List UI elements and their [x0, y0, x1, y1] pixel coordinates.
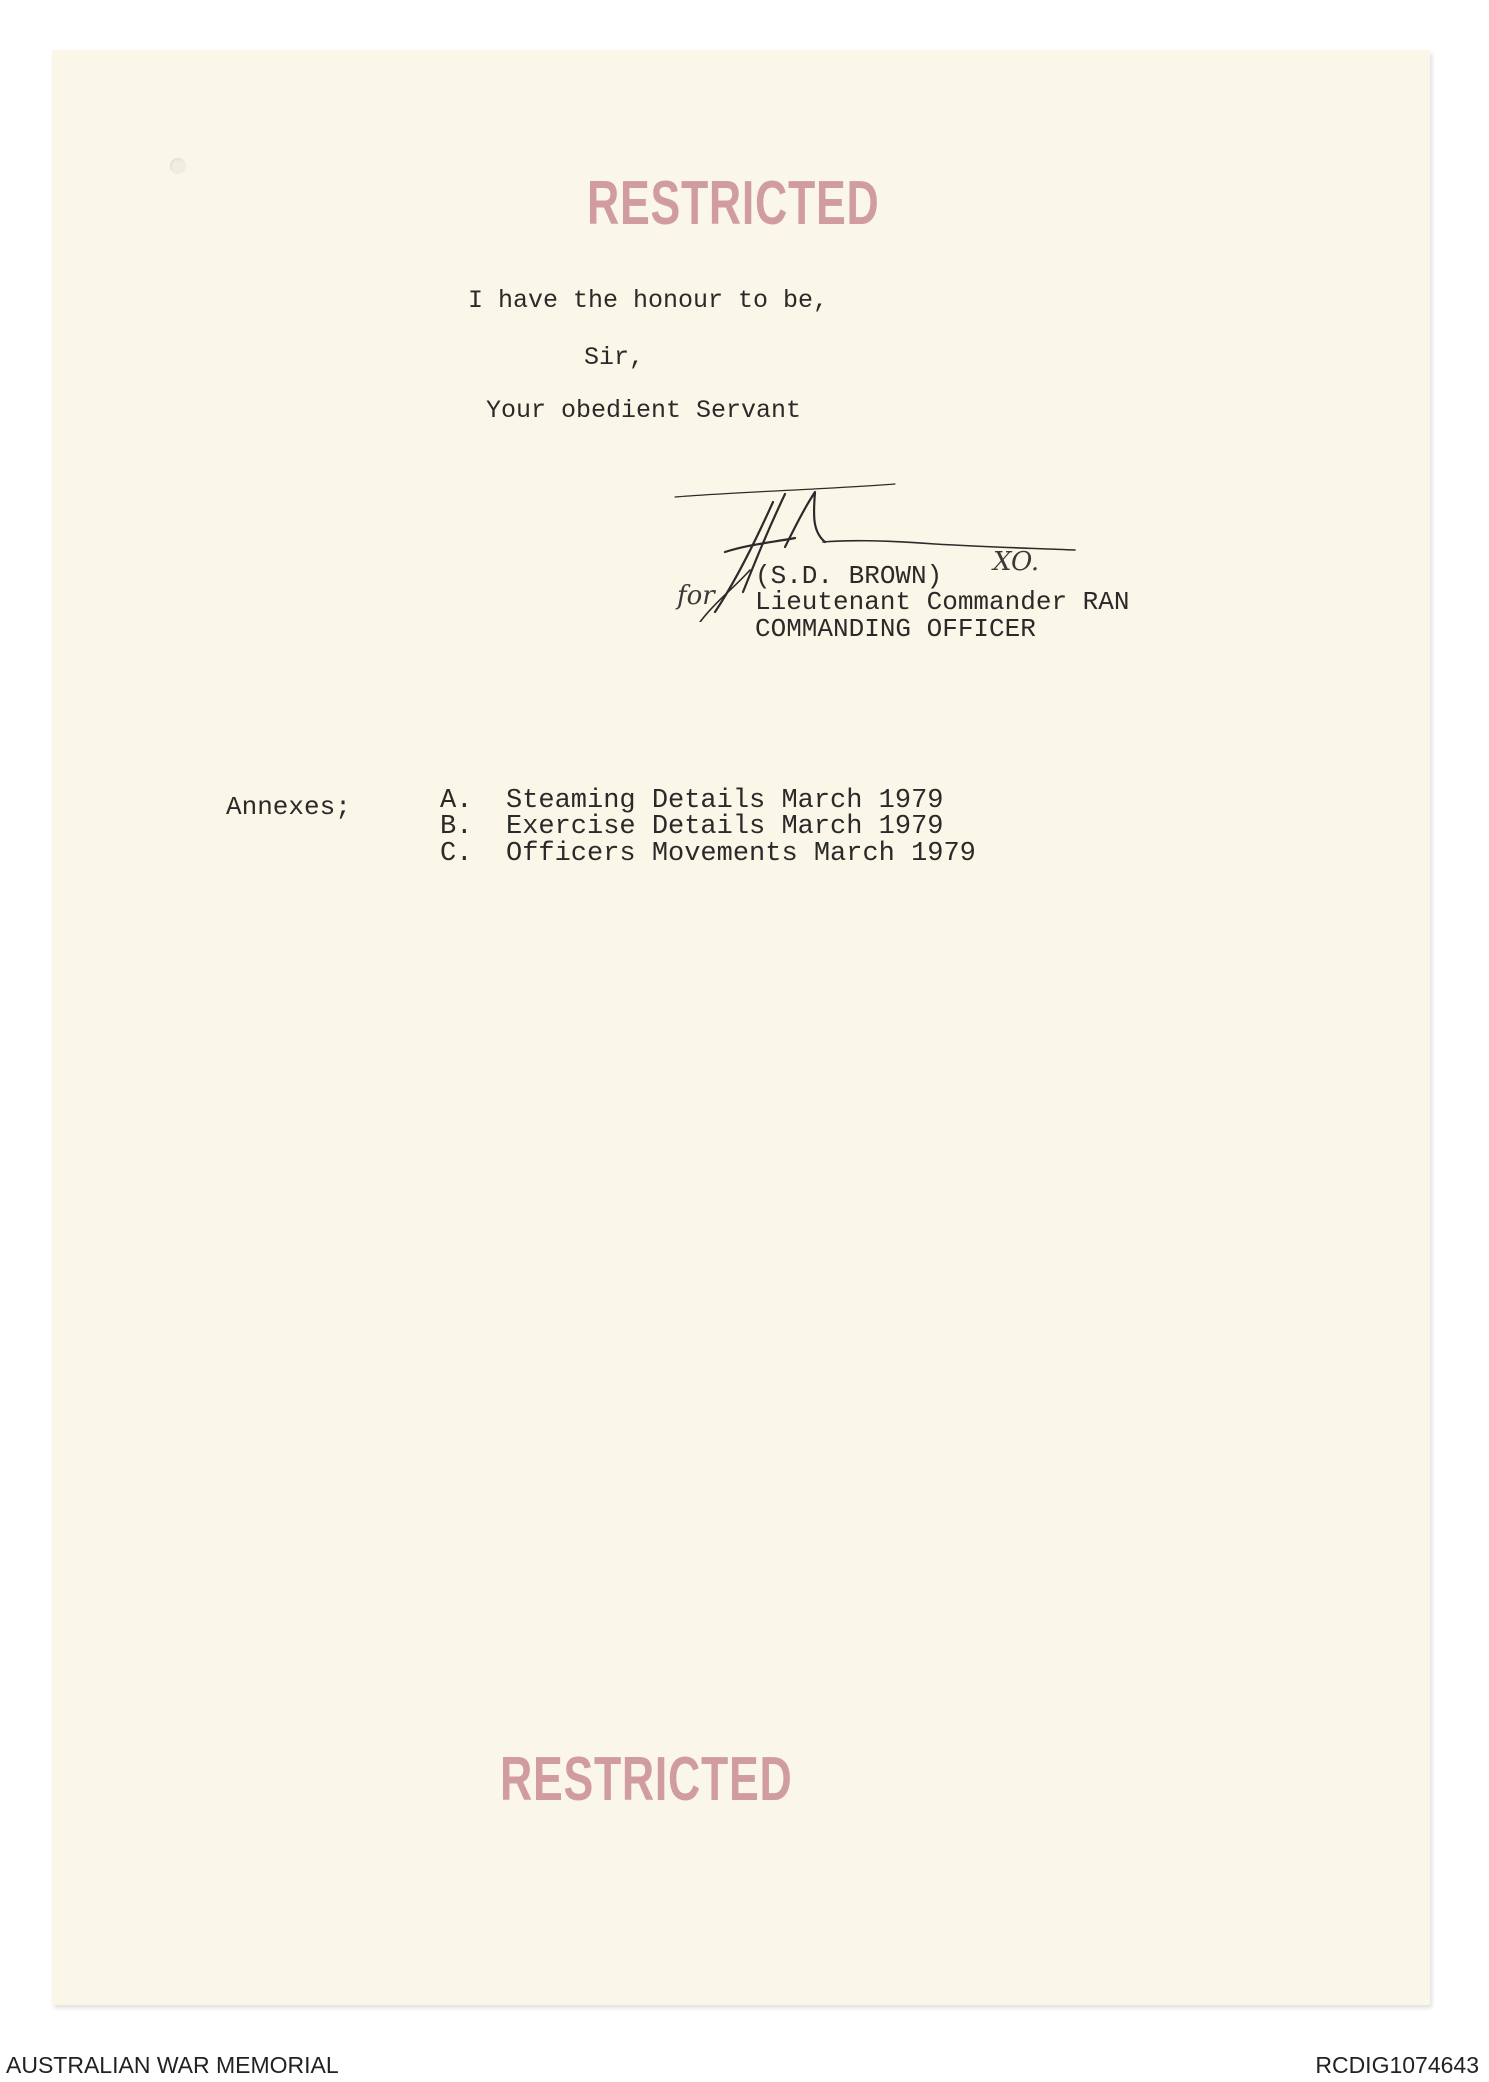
signatory-rank: Lieutenant Commander RAN — [755, 587, 1130, 617]
signatory-name: (S.D. BROWN) — [755, 561, 943, 591]
annex-letter: C. — [440, 839, 473, 869]
annex-item — [440, 839, 976, 869]
annex-text: Exercise Details March 1979 — [506, 812, 944, 842]
restricted-stamp-bottom: RESTRICTED — [500, 1745, 793, 1814]
annex-text: Officers Movements March 1979 — [506, 839, 976, 869]
signatory-role: COMMANDING OFFICER — [755, 614, 1036, 644]
document-page — [52, 50, 1430, 2005]
signature-for-mark: for — [677, 581, 715, 611]
closing-line-honour: I have the honour to be, — [468, 286, 829, 315]
annex-letter: A. — [440, 786, 473, 816]
archive-id-label: RCDIG1074643 — [1315, 2052, 1479, 2078]
restricted-stamp-top: RESTRICTED — [587, 169, 880, 238]
signature-xo-mark: XO. — [993, 547, 1040, 577]
paper-mark — [170, 158, 186, 174]
annex-item — [440, 812, 943, 842]
archive-source-label: AUSTRALIAN WAR MEMORIAL — [6, 2052, 339, 2078]
annex-text: Steaming Details March 1979 — [506, 786, 944, 816]
annexes-label: Annexes; — [226, 792, 351, 822]
closing-line-servant: Your obedient Servant — [486, 396, 802, 425]
closing-line-sir: Sir, — [584, 343, 645, 372]
annex-letter: B. — [440, 812, 473, 842]
